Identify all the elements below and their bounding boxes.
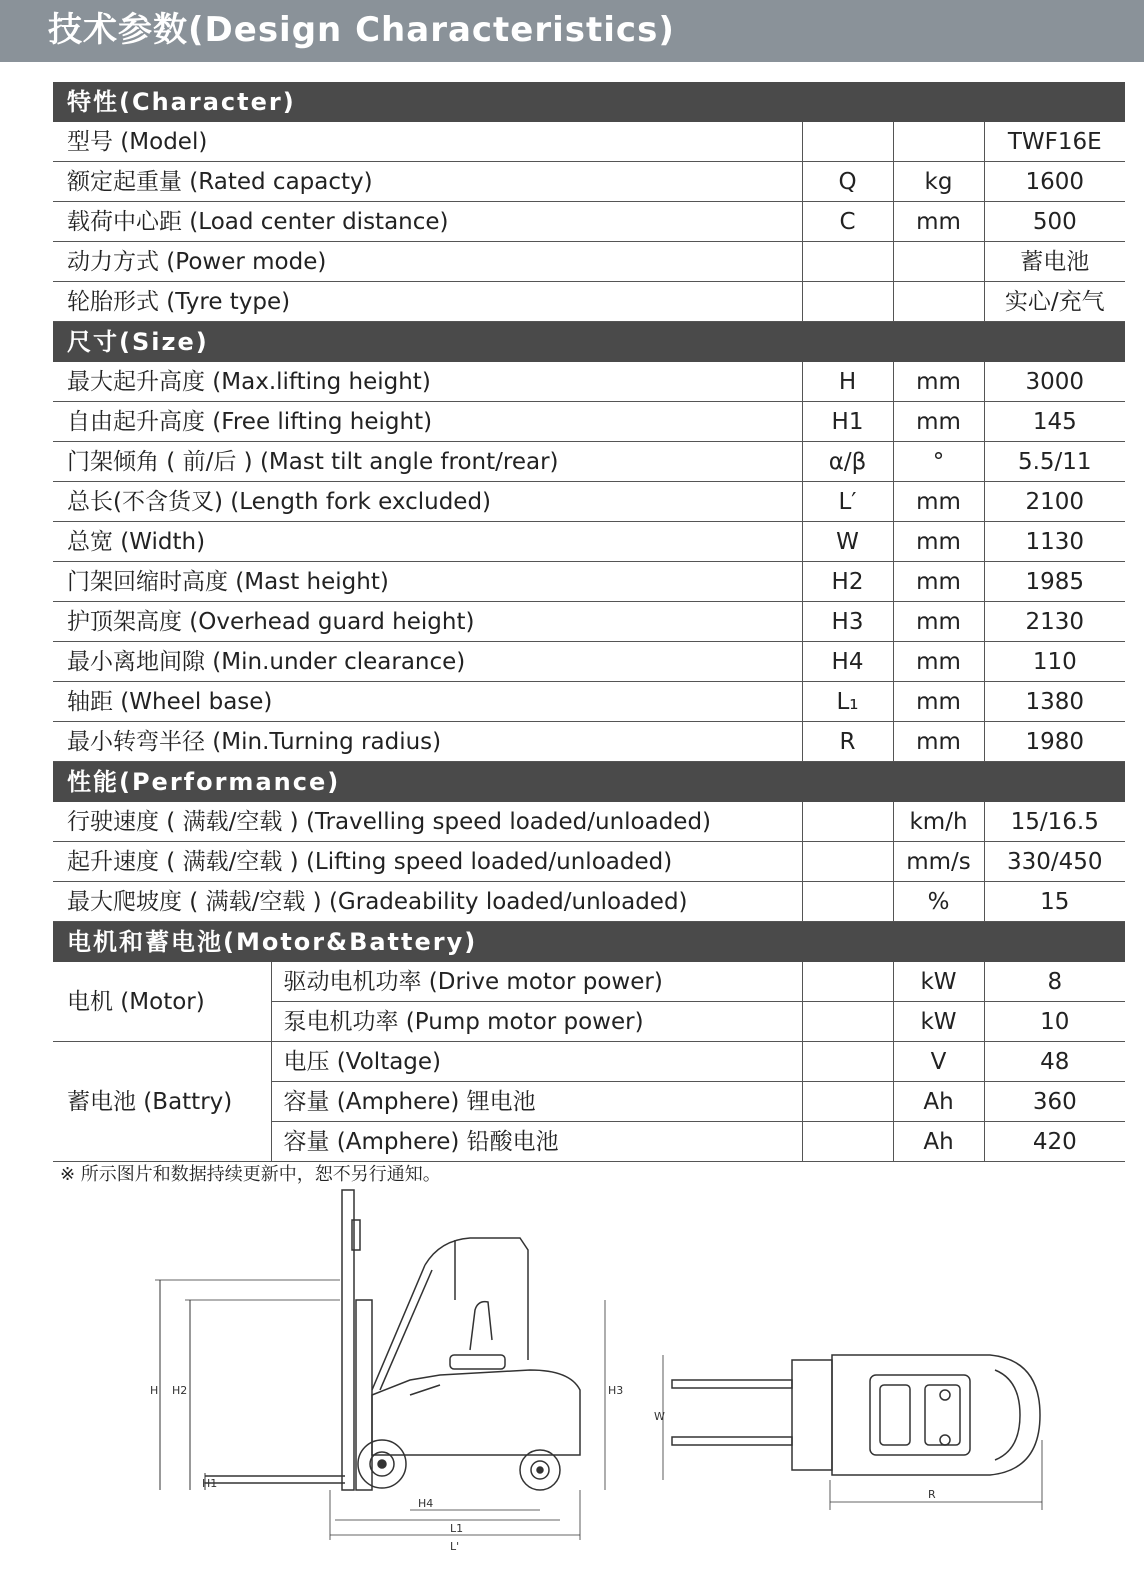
- row-name: 容量 (Amphere) 铅酸电池: [271, 1122, 802, 1162]
- row-symbol: H: [802, 362, 893, 402]
- dim-label-r: R: [928, 1488, 936, 1501]
- row-value: 2130: [984, 602, 1125, 642]
- row-symbol: C: [802, 202, 893, 242]
- row-symbol: [802, 1122, 893, 1162]
- table-row: [53, 602, 1125, 642]
- row-name: 电压 (Voltage): [271, 1042, 802, 1082]
- table-row: [53, 842, 1125, 882]
- row-name: 门架倾角 ( 前/后 ) (Mast tilt angle front/rear): [53, 442, 802, 482]
- row-name: 轮胎形式 (Tyre type): [53, 282, 802, 322]
- row-value: 1130: [984, 522, 1125, 562]
- row-unit: mm: [893, 202, 984, 242]
- row-value: 1600: [984, 162, 1125, 202]
- row-unit: kg: [893, 162, 984, 202]
- row-name: 容量 (Amphere) 锂电池: [271, 1082, 802, 1122]
- row-name: 动力方式 (Power mode): [53, 242, 802, 282]
- row-value: 420: [984, 1122, 1125, 1162]
- row-symbol: W: [802, 522, 893, 562]
- row-value: 2100: [984, 482, 1125, 522]
- row-unit: kW: [893, 962, 984, 1002]
- row-name: 轴距 (Wheel base): [53, 682, 802, 722]
- dim-label-w: W: [654, 1410, 665, 1423]
- page-title: 技术参数(Design Characteristics): [48, 10, 675, 50]
- row-symbol: α/β: [802, 442, 893, 482]
- dim-label-h4: H4: [418, 1497, 434, 1510]
- row-symbol: R: [802, 722, 893, 762]
- forklift-drawing: [0, 1180, 1144, 1580]
- row-value: 15/16.5: [984, 802, 1125, 842]
- row-value: 蓄电池: [984, 242, 1125, 282]
- table-row: [53, 522, 1125, 562]
- row-value: 330/450: [984, 842, 1125, 882]
- row-name: 泵电机功率 (Pump motor power): [271, 1002, 802, 1042]
- row-unit: °: [893, 442, 984, 482]
- row-value: 110: [984, 642, 1125, 682]
- table-row: [53, 242, 1125, 282]
- row-symbol: H4: [802, 642, 893, 682]
- table-row: [53, 962, 1125, 1002]
- row-value: TWF16E: [984, 122, 1125, 162]
- row-symbol: H1: [802, 402, 893, 442]
- row-unit: Ah: [893, 1082, 984, 1122]
- table-row: [53, 562, 1125, 602]
- table-row: [53, 122, 1125, 162]
- row-symbol: [802, 1082, 893, 1122]
- top-view: [663, 1355, 1042, 1510]
- row-name: 驱动电机功率 (Drive motor power): [271, 962, 802, 1002]
- row-value: 5.5/11: [984, 442, 1125, 482]
- row-name: 护顶架高度 (Overhead guard height): [53, 602, 802, 642]
- table-row: [53, 282, 1125, 322]
- row-name: 最小离地间隙 (Min.under clearance): [53, 642, 802, 682]
- row-name: 总宽 (Width): [53, 522, 802, 562]
- row-value: 8: [984, 962, 1125, 1002]
- dim-label-h2: H2: [172, 1384, 188, 1397]
- table-row: [53, 682, 1125, 722]
- row-unit: V: [893, 1042, 984, 1082]
- row-unit: kW: [893, 1002, 984, 1042]
- row-unit: Ah: [893, 1122, 984, 1162]
- row-name: 总长(不含货叉) (Length fork excluded): [53, 482, 802, 522]
- table-row: [53, 362, 1125, 402]
- dim-label-l-prime: L': [450, 1540, 460, 1553]
- row-unit: mm: [893, 602, 984, 642]
- row-unit: [893, 282, 984, 322]
- row-value: 1985: [984, 562, 1125, 602]
- table-row: [53, 162, 1125, 202]
- row-unit: mm: [893, 362, 984, 402]
- dim-label-h1: H1: [202, 1477, 218, 1490]
- row-unit: mm: [893, 642, 984, 682]
- row-symbol: [802, 962, 893, 1002]
- row-symbol: L′: [802, 482, 893, 522]
- row-value: 360: [984, 1082, 1125, 1122]
- section-header-size: 尺寸(Size): [53, 322, 1125, 363]
- row-symbol: L₁: [802, 682, 893, 722]
- row-value: 145: [984, 402, 1125, 442]
- row-unit: mm: [893, 522, 984, 562]
- side-view: [155, 1190, 605, 1540]
- row-value: 15: [984, 882, 1125, 922]
- dim-label-l1: L1: [450, 1522, 464, 1535]
- row-value: 500: [984, 202, 1125, 242]
- row-symbol: [802, 1002, 893, 1042]
- row-unit: mm/s: [893, 842, 984, 882]
- row-value: 1380: [984, 682, 1125, 722]
- row-unit: mm: [893, 682, 984, 722]
- row-symbol: [802, 1042, 893, 1082]
- table-row: [53, 642, 1125, 682]
- row-name: 型号 (Model): [53, 122, 802, 162]
- dim-label-h: H: [150, 1384, 159, 1397]
- row-value: 1980: [984, 722, 1125, 762]
- row-name: 最大起升高度 (Max.lifting height): [53, 362, 802, 402]
- table-row: [53, 722, 1125, 762]
- row-name: 行驶速度 ( 满载/空载 ) (Travelling speed loaded/unloaded): [53, 802, 802, 842]
- row-unit: mm: [893, 482, 984, 522]
- row-symbol: Q: [802, 162, 893, 202]
- group-label-battery: 蓄电池 (Battry): [53, 1042, 271, 1162]
- row-unit: mm: [893, 562, 984, 602]
- row-value: 10: [984, 1002, 1125, 1042]
- row-name: 最小转弯半径 (Min.Turning radius): [53, 722, 802, 762]
- section-header-character: 特性(Character): [53, 82, 1125, 122]
- spec-table: [53, 82, 1125, 1162]
- row-unit: %: [893, 882, 984, 922]
- table-row: [53, 1042, 1125, 1082]
- table-row: [53, 482, 1125, 522]
- row-symbol: [802, 122, 893, 162]
- header-banner: [0, 0, 1144, 62]
- table-row: [53, 442, 1125, 482]
- row-name: 门架回缩时高度 (Mast height): [53, 562, 802, 602]
- row-name: 额定起重量 (Rated capacty): [53, 162, 802, 202]
- row-symbol: H3: [802, 602, 893, 642]
- row-name: 载荷中心距 (Load center distance): [53, 202, 802, 242]
- row-unit: km/h: [893, 802, 984, 842]
- table-row: [53, 882, 1125, 922]
- row-unit: [893, 122, 984, 162]
- row-name: 最大爬坡度 ( 满载/空载 ) (Gradeability loaded/unloaded): [53, 882, 802, 922]
- dim-label-h3: H3: [608, 1384, 624, 1397]
- row-value: 3000: [984, 362, 1125, 402]
- row-name: 自由起升高度 (Free lifting height): [53, 402, 802, 442]
- section-header-performance: 性能(Performance): [53, 762, 1125, 803]
- row-unit: mm: [893, 722, 984, 762]
- table-row: [53, 802, 1125, 842]
- row-symbol: [802, 842, 893, 882]
- row-value: 实心/充气: [984, 282, 1125, 322]
- row-symbol: [802, 802, 893, 842]
- row-symbol: H2: [802, 562, 893, 602]
- table-row: [53, 402, 1125, 442]
- row-symbol: [802, 882, 893, 922]
- row-unit: mm: [893, 402, 984, 442]
- row-value: 48: [984, 1042, 1125, 1082]
- row-symbol: [802, 282, 893, 322]
- table-row: [53, 202, 1125, 242]
- row-name: 起升速度 ( 满载/空载 ) (Lifting speed loaded/unloaded): [53, 842, 802, 882]
- row-unit: [893, 242, 984, 282]
- row-symbol: [802, 242, 893, 282]
- footnote: ※ 所示图片和数据持续更新中，恕不另行通知。: [60, 1164, 441, 1185]
- section-header-motor-battery: 电机和蓄电池(Motor&Battery): [53, 922, 1125, 963]
- group-label-motor: 电机 (Motor): [53, 962, 271, 1042]
